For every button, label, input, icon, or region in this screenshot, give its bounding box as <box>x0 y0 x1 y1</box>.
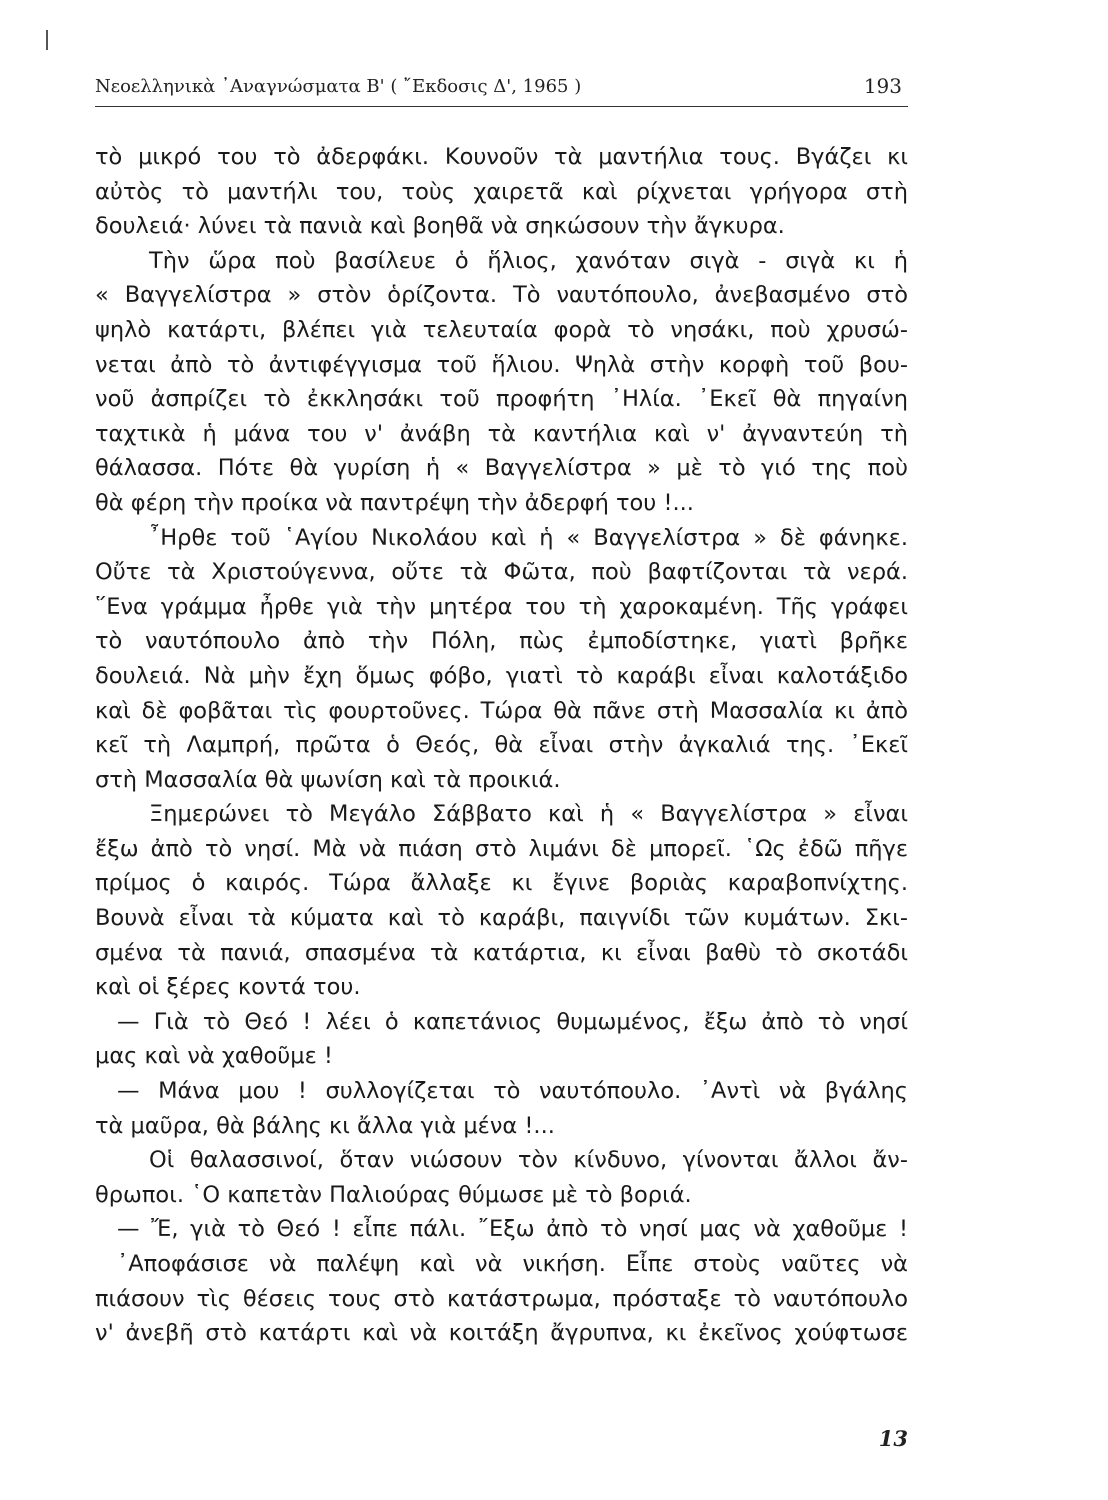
text-line: αὐτὸς τὸ μαντήλι του, τοὺς χαιρετᾶ καὶ ρίχνεται γρήγορα στὴ <box>95 178 908 205</box>
text-line: ταχτικὰ ἡ μάνα του ν' ἀνάβη τὰ καντήλια καὶ ν' ἀγναντεύη τὴ <box>95 420 908 447</box>
text-line: καὶ δὲ φοβᾶται τὶς φουρτοῦνες. Τώρα θὰ πᾶνε στὴ Μασσαλία κι ἀπὸ <box>95 697 908 724</box>
page-number: 193 <box>863 74 902 98</box>
text-line: καὶ οἱ ξέρες κοντά του. <box>95 974 361 1001</box>
text-line: ᾿Αποφάσισε νὰ παλέψη καὶ νὰ νικήση. Εἶπε στοὺς ναῦτες νὰ <box>117 1251 908 1277</box>
signature-mark: 13 <box>878 1426 908 1451</box>
text-line: θάλασσα. Πότε θὰ γυρίση ἡ « Βαγγελίστρα » μὲ τὸ γιό της ποὺ <box>95 455 908 482</box>
text-line: τὸ ναυτόπουλο ἀπὸ τὴν Πόλη, πὼς ἐμποδίστηκε, γιατὶ βρῆκε <box>95 628 908 655</box>
running-header <box>95 72 908 102</box>
text-line: — Μάνα μου ! συλλογίζεται τὸ ναυτόπουλο. ᾿Αντὶ νὰ βγάλης <box>117 1078 908 1105</box>
text-line: Βουνὰ εἶναι τὰ κύματα καὶ τὸ καράβι, παιγνίδι τῶν κυμάτων. Σκι- <box>95 905 908 932</box>
text-line: ῏Ηρθε τοῦ ῾Αγίου Νικολάου καὶ ἡ « Βαγγελίστρα » δὲ φάνηκε. <box>149 524 908 551</box>
text-line: — Ἔ, γιὰ τὸ Θεό ! εἶπε πάλι. ῎Εξω ἀπὸ τὸ νησί μας νὰ χαθοῦμε ! <box>117 1216 908 1243</box>
text-line: σμένα τὰ πανιά, σπασμένα τὰ κατάρτια, κι εἶναι βαθὺ τὸ σκοτάδι <box>95 939 908 966</box>
text-line: τὰ μαῦρα, θὰ βάλης κι ἄλλα γιὰ μένα !... <box>95 1112 555 1139</box>
text-line: πιάσουν τὶς θέσεις τους στὸ κατάστρωμα, πρόσταξε τὸ ναυτόπουλο <box>95 1285 908 1312</box>
text-line: νοῦ ἀσπρίζει τὸ ἐκκλησάκι τοῦ προφήτη ᾿Ηλία. ᾿Εκεῖ θὰ πηγαίνη <box>95 386 908 413</box>
header-title: Νεοελληνικὰ ᾿Αναγνώσματα Β' ( ῎Εκδοσις Δ', 1965 ) <box>95 76 582 97</box>
text-line: δουλειά· λύνει τὰ πανιὰ καὶ βοηθᾶ νὰ σηκώσουν τὴν ἄγκυρα. <box>95 213 785 240</box>
header-rule <box>95 106 908 107</box>
text-line: θρωποι. ῾Ο καπετὰν Παλιούρας θύμωσε μὲ τὸ βοριά. <box>95 1181 692 1208</box>
text-line: θὰ φέρη τὴν προίκα νὰ παντρέψη τὴν ἀδερφή του !... <box>95 489 694 516</box>
body-text <box>95 140 908 1351</box>
text-line: πρίμος ὁ καιρός. Τώρα ἄλλαξε κι ἔγινε βοριὰς καραβοπνίχτης. <box>95 870 908 897</box>
text-line: Οὔτε τὰ Χριστούγεννα, οὔτε τὰ Φῶτα, ποὺ βαφτίζονται τὰ νερά. <box>95 559 908 586</box>
text-line: « Βαγγελίστρα » στὸν ὁρίζοντα. Τὸ ναυτόπουλο, ἀνεβασμένο στὸ <box>95 282 908 309</box>
text-line: ῞Ενα γράμμα ἦρθε γιὰ τὴν μητέρα του τὴ χαροκαμένη. Τῆς γράφει <box>95 593 908 620</box>
text-line: Τὴν ὥρα ποὺ βασίλευε ὁ ἥλιος, χανόταν σιγὰ - σιγὰ κι ἡ <box>149 247 908 274</box>
text-line: — Γιὰ τὸ Θεό ! λέει ὁ καπετάνιος θυμωμένος, ἔξω ἀπὸ τὸ νησί <box>117 1008 908 1035</box>
text-line: τὸ μικρό του τὸ ἀδερφάκι. Κουνοῦν τὰ μαντήλια τους. Βγάζει κι <box>95 144 908 170</box>
text-line: Οἱ θαλασσινοί, ὅταν νιώσουν τὸν κίνδυνο, γίνονται ἄλλοι ἄν- <box>149 1147 908 1174</box>
text-line: νεται ἀπὸ τὸ ἀντιφέγγισμα τοῦ ἥλιου. Ψηλὰ στὴν κορφὴ τοῦ βου- <box>95 351 908 378</box>
text-line: ν' ἀνεβῆ στὸ κατάρτι καὶ νὰ κοιτάξη ἄγρυπνα, κι ἐκεῖνος χούφτωσε <box>95 1320 908 1347</box>
text-line: μας καὶ νὰ χαθοῦμε ! <box>95 1043 333 1070</box>
text-line: Ξημερώνει τὸ Μεγάλο Σάββατο καὶ ἡ « Βαγγελίστρα » εἶναι <box>149 801 908 828</box>
text-line: στὴ Μασσαλία θὰ ψωνίση καὶ τὰ προικιά. <box>95 766 561 793</box>
text-line: κεῖ τὴ Λαμπρή, πρῶτα ὁ Θεός, θὰ εἶναι στὴν ἀγκαλιά της. ᾿Εκεῖ <box>95 732 908 759</box>
text-line: ἔξω ἀπὸ τὸ νησί. Μὰ νὰ πιάση στὸ λιμάνι δὲ μπορεῖ. ῾Ως ἐδῶ πῆγε <box>95 835 908 862</box>
scan-mark <box>46 30 48 50</box>
text-line: δουλειά. Νὰ μὴν ἔχη ὅμως φόβο, γιατὶ τὸ καράβι εἶναι καλοτάξιδο <box>95 662 908 689</box>
text-line: ψηλὸ κατάρτι, βλέπει γιὰ τελευταία φορὰ τὸ νησάκι, ποὺ χρυσώ- <box>95 316 908 343</box>
